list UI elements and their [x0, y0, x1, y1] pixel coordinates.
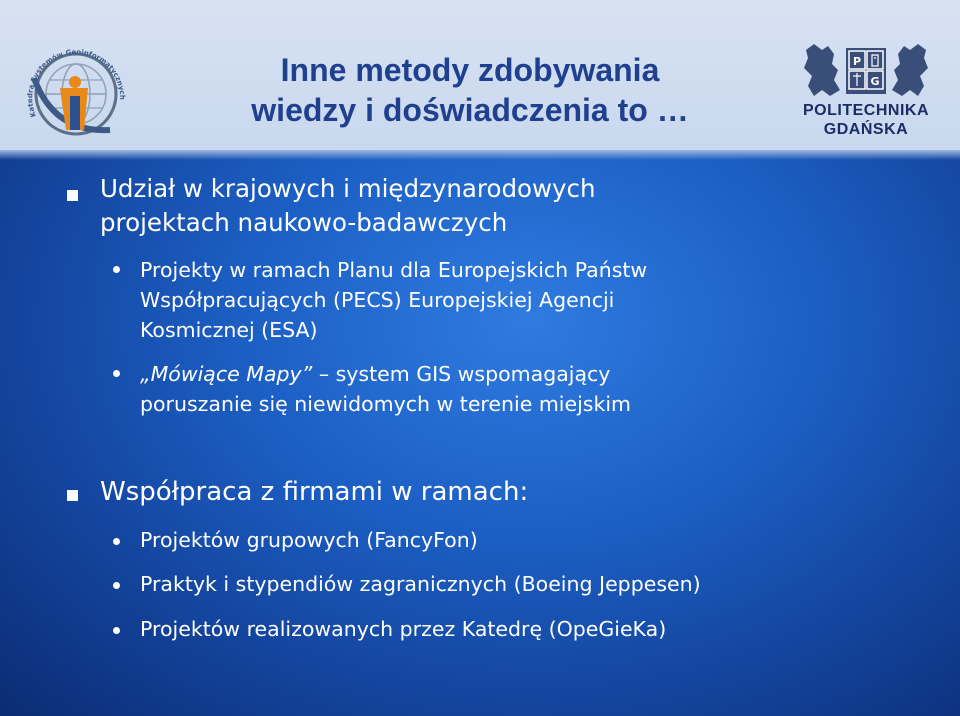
mapy-name: „Mówiące Mapy” [140, 362, 313, 386]
round-bullet-icon [113, 266, 120, 273]
round-bullet-icon [113, 538, 120, 545]
list-item-fancyfon: Projektów grupowych (FancyFon) [140, 528, 478, 552]
title-line-1: Inne metody zdobywania [280, 52, 660, 88]
section-2-heading: Współpraca z firmami w ramach: [100, 477, 529, 507]
mapy-line-1 [140, 359, 631, 389]
list-item-mowiace-mapy [140, 359, 631, 419]
round-bullet-icon [113, 582, 120, 589]
square-bullet-icon [67, 190, 78, 201]
square-bullet-icon [67, 490, 78, 501]
pecs-line-2: Współpracujących (PECS) Europejskiej Agencji [140, 288, 615, 312]
header-fade [0, 150, 960, 160]
logo-line-1: POLITECHNIKA [803, 102, 929, 119]
round-bullet-icon [113, 627, 120, 634]
list-item-pecs [140, 255, 647, 345]
slide-title [170, 50, 770, 130]
section-1-line-1: Udział w krajowych i międzynarodowych [100, 174, 596, 203]
katedra-logo [14, 38, 134, 146]
section-1-heading [100, 172, 596, 240]
mapy-line-2: poruszanie się niewidomych w terenie miejskim [140, 392, 632, 416]
section-1-line-2: projektach naukowo-badawczych [100, 208, 508, 237]
mapy-desc: – system GIS wspomagający [312, 362, 611, 386]
svg-text:G: G [870, 75, 880, 88]
logo-line-2: GDAŃSKA [823, 121, 909, 138]
svg-text:P: P [852, 55, 862, 68]
title-line-2: wiedzy i doświadczenia to … [251, 92, 689, 128]
round-bullet-icon [113, 370, 120, 377]
list-item-opegieka: Projektów realizowanych przez Katedrę (OpeGieKa) [140, 617, 667, 641]
svg-text:Katedra Systemów Geoinformatyc: Katedra Systemów Geoinformatycznych [26, 48, 127, 119]
pecs-line-1: Projekty w ramach Planu dla Europejskich Państw [140, 258, 648, 282]
politechnika-gdanska-wordmark [794, 101, 938, 139]
pecs-line-3: Kosmicznej (ESA) [140, 318, 318, 342]
list-item-jeppesen: Praktyk i stypendiów zagranicznych (Boeing Jeppesen) [140, 572, 701, 596]
